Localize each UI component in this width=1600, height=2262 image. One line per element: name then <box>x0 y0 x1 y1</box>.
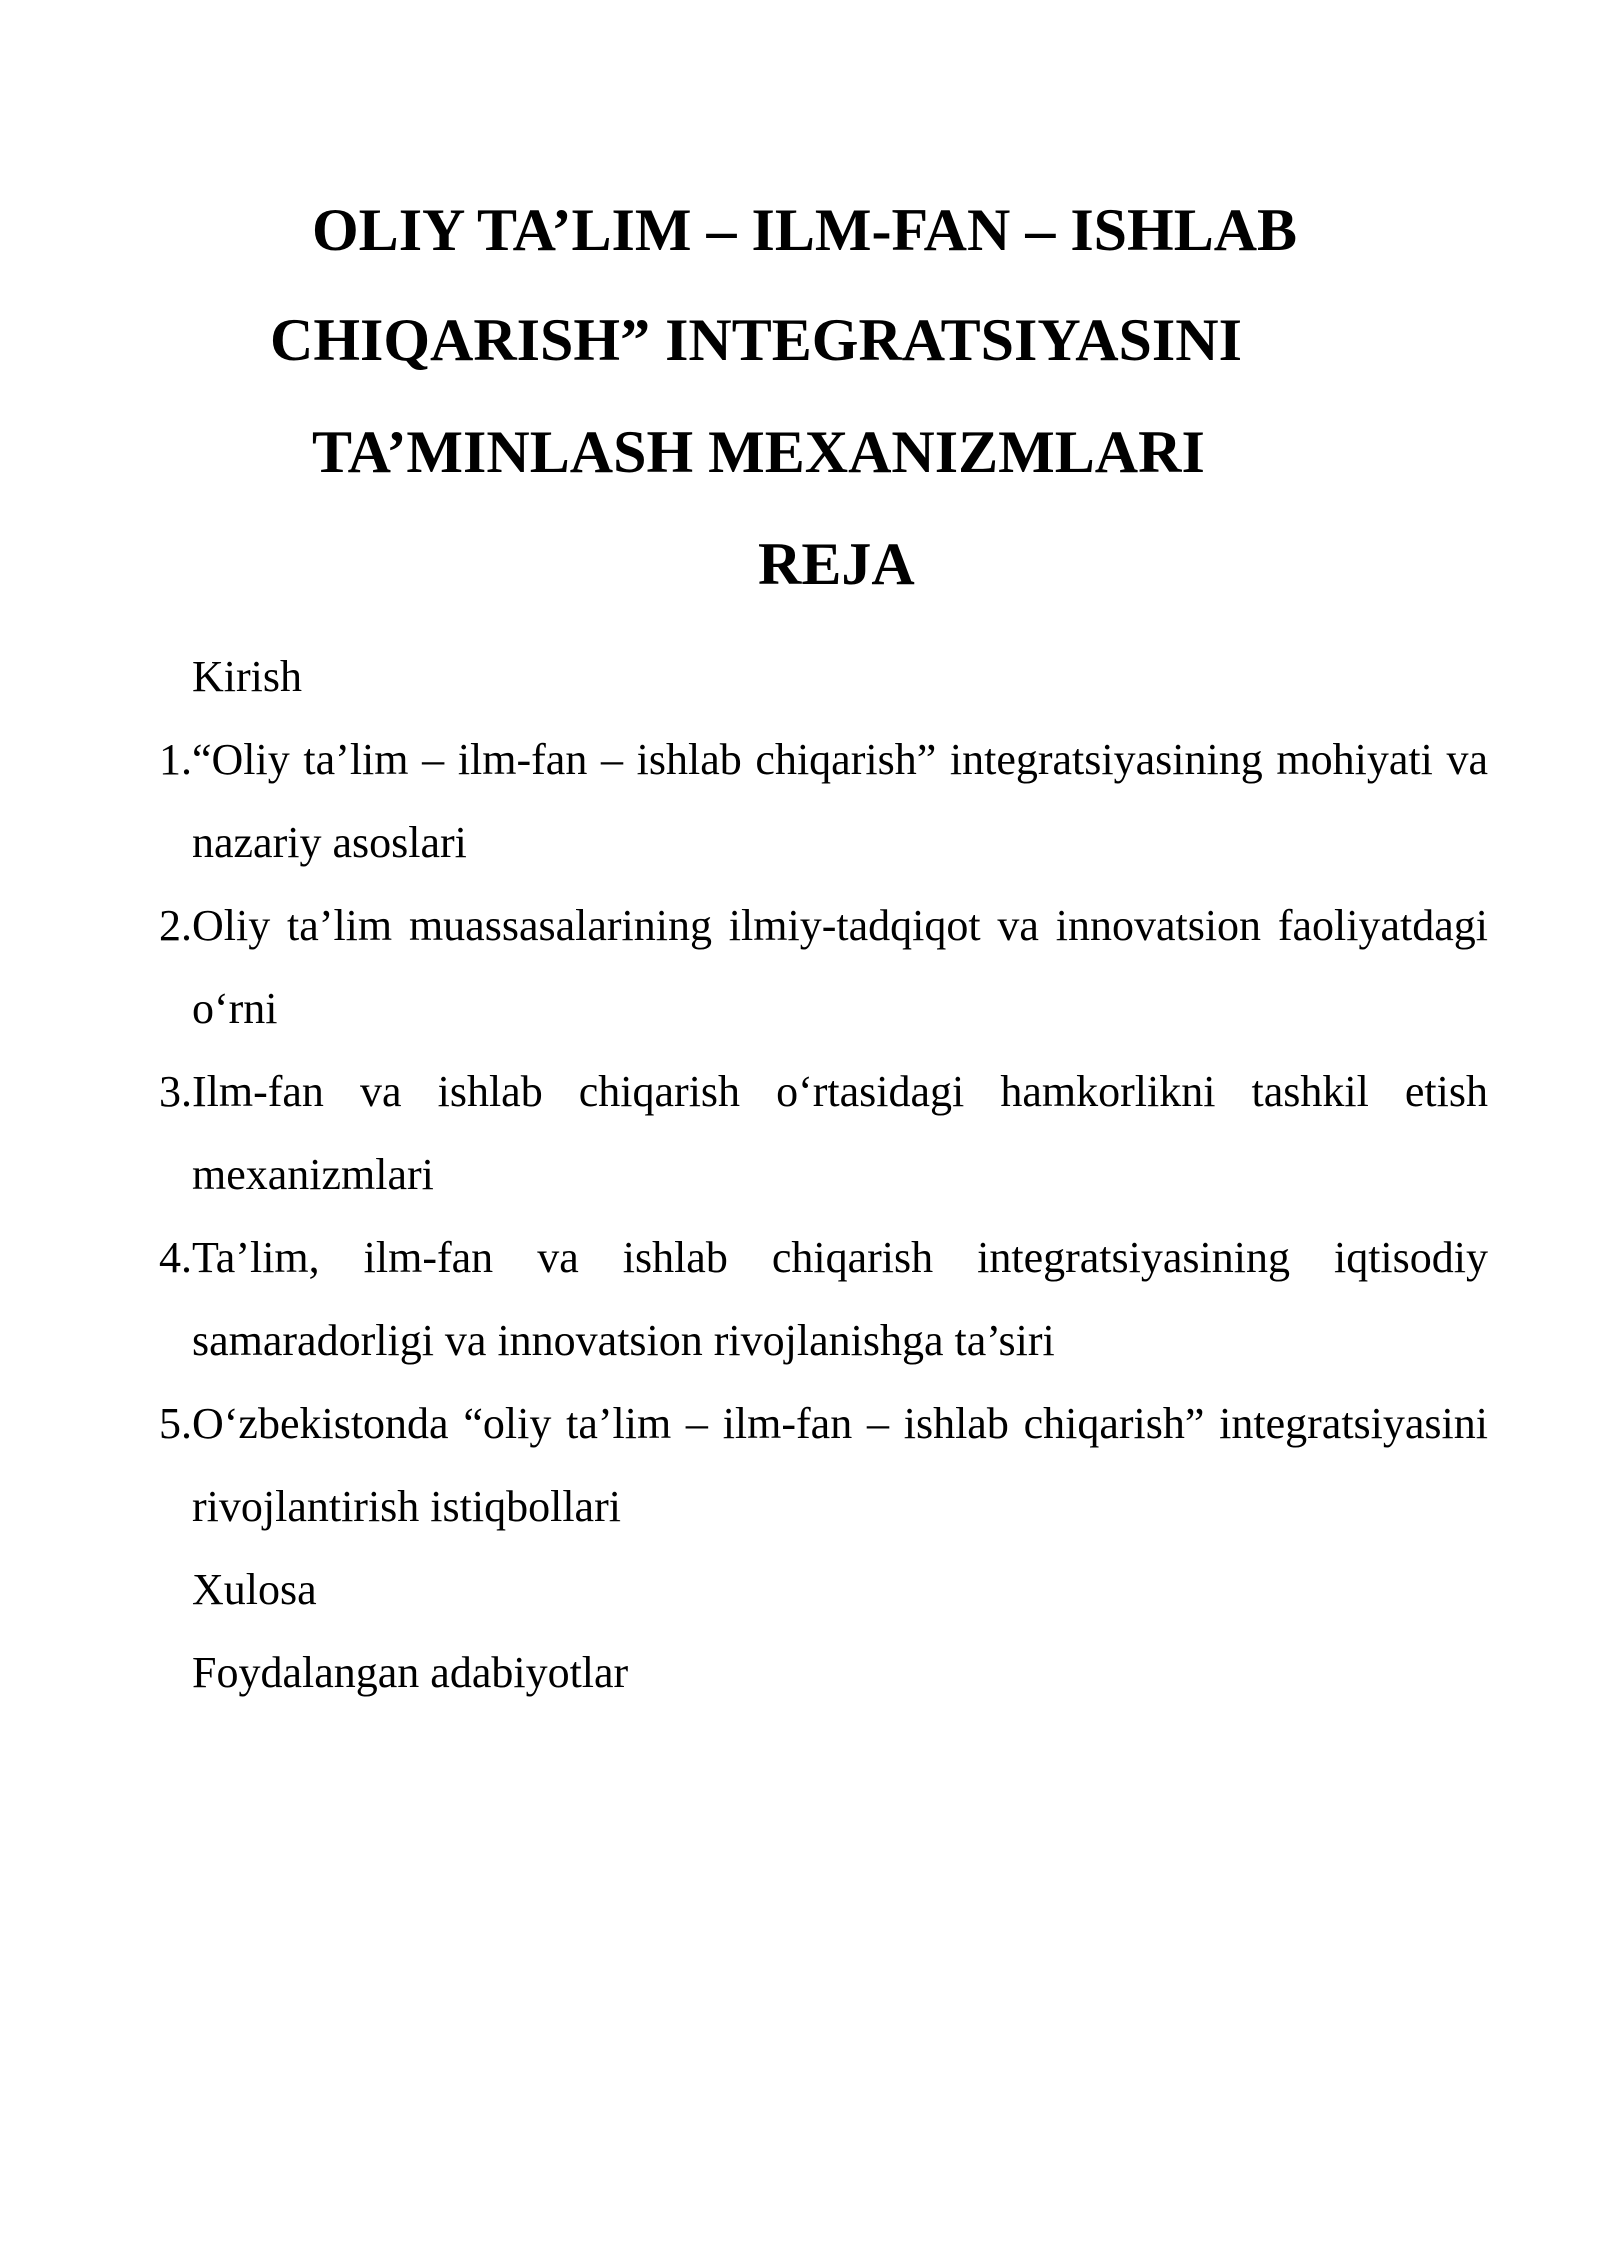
plan-item-number: 4. <box>159 1233 192 1282</box>
plan-item-number: 1. <box>159 735 192 784</box>
plan-item-text: Ta’lim, ilm-fan va ishlab chiqarish integratsiyasining iqtisodiy samaradorligi va innovatsion rivojlanishga ta’siri <box>192 1233 1488 1365</box>
plan-item <box>130 1216 1488 1382</box>
plan-item-text: Ilm-fan va ishlab chiqarish o‘rtasidagi hamkorlikni tashkil etish mexanizmlari <box>192 1067 1488 1199</box>
plan-item-number: 2. <box>159 901 192 950</box>
title-line-1: OLIY TA’LIM – ILM-FAN – ISHLAB <box>312 197 1298 263</box>
plan-item-number: 3. <box>159 1067 192 1116</box>
plan-heading: REJA <box>758 531 915 597</box>
plan-conclusion: Xulosa <box>192 1565 317 1614</box>
plan-item <box>130 1382 1488 1548</box>
plan-item-number: 5. <box>159 1399 192 1448</box>
plan-intro: Kirish <box>192 652 302 701</box>
plan-item-text: Oliy ta’lim muassasalarining ilmiy-tadqiqot va innovatsion faoliyatdagi o‘rni <box>192 901 1488 1033</box>
title-line-3: TA’MINLASH MEXANIZMLARI <box>312 419 1205 485</box>
plan-item <box>130 718 1488 884</box>
plan-list <box>130 635 1488 1714</box>
plan-item <box>130 1050 1488 1216</box>
plan-references: Foydalangan adabiyotlar <box>192 1648 629 1697</box>
plan-item <box>130 884 1488 1050</box>
plan-item-text: “Oliy ta’lim – ilm-fan – ishlab chiqarish” integratsiyasining mohiyati va nazariy asoslari <box>192 735 1488 867</box>
title-line-2: CHIQARISH” INTEGRATSIYASINI <box>270 307 1242 373</box>
plan-item-text: O‘zbekistonda “oliy ta’lim – ilm-fan – ishlab chiqarish” integratsiyasini rivojlantirish istiqbollari <box>192 1399 1488 1531</box>
